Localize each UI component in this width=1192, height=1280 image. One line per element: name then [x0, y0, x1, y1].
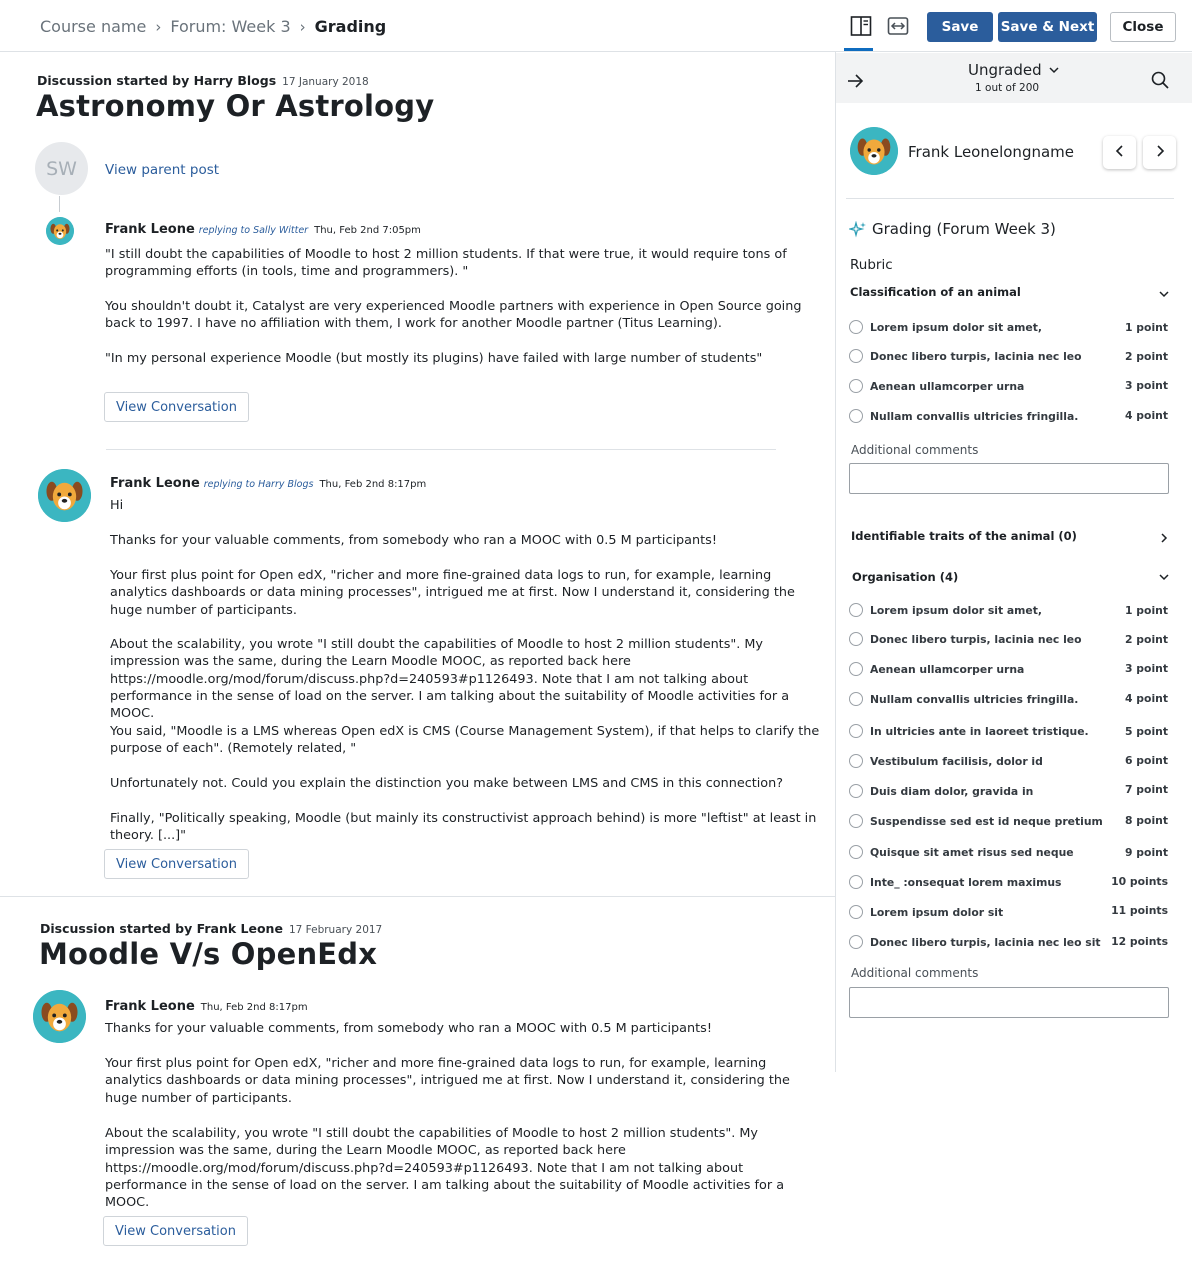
- reply-to-link[interactable]: replying to Sally Witter: [198, 225, 309, 236]
- rubric-option-radio[interactable]: [849, 632, 863, 646]
- rubric-option-label: Nullam convallis ultricies fringilla.: [870, 693, 1079, 706]
- view-conversation-button[interactable]: View Conversation: [103, 1216, 248, 1246]
- avatar: SW: [35, 142, 88, 195]
- rubric-option-label: In ultricies ante in laoreet tristique.: [870, 725, 1089, 738]
- discussion-meta: [37, 73, 369, 88]
- rubric-option-radio[interactable]: [849, 724, 863, 738]
- rubric-option-label: Donec libero turpis, lacinia nec leo sit: [870, 936, 1101, 949]
- rubric-label: Rubric: [850, 257, 893, 273]
- discussion-started-by: Discussion started by Frank Leone: [40, 921, 283, 936]
- rubric-option-label: Lorem ipsum dolor sit amet,: [870, 604, 1043, 617]
- chevron-right-icon: [1153, 143, 1167, 162]
- rubric-option-radio[interactable]: [849, 692, 863, 706]
- post-paragraph: About the scalability, you wrote "I still doubt the capabilities of Moodle to host 2 million students". My impression was the same, during the Learn Moodle MOOC, as reported back here https://moodle.org/mod/forum/discuss.php?d=240593#p1126493. Note that I am not talking about performance in the sense of load on the server. I am talking about the suitability of Moodle activities for a MOOC.: [105, 1126, 785, 1211]
- rubric-option-points: 2 point: [1125, 350, 1168, 363]
- post-paragraph: Your first plus point for Open edX, "richer and more fine-grained data logs to run, for example, learning analytics dashboards or data mining processes", intrigued me at first. Now I understand it, considering the huge number of participants.: [110, 568, 795, 618]
- post-author: [110, 476, 426, 491]
- post-paragraph: Thanks for your valuable comments, from somebody who ran a MOOC with 0.5 M participants!: [110, 533, 717, 548]
- chevron-left-icon: [1113, 143, 1127, 162]
- rubric-option-label: Aenean ullamcorper urna: [870, 663, 1025, 676]
- rubric-option-points: 4 point: [1125, 692, 1168, 705]
- discussion-date: 17 January 2018: [282, 76, 369, 88]
- rubric-option-radio[interactable]: [849, 875, 863, 889]
- breadcrumb: [40, 17, 386, 36]
- rubric-option-points: 3 point: [1125, 662, 1168, 675]
- rubric-option-points: 3 point: [1125, 379, 1168, 392]
- post-paragraph: You shouldn't doubt it, Catalyst are very experienced Moodle partners with experience in Open Source going back to 1997. I have no affiliation with them, I work for another Moodle partner (Titus Learning).: [105, 299, 802, 332]
- rubric-option-label: Donec libero turpis, lacinia nec leo: [870, 350, 1082, 363]
- rubric-option-label: Duis diam dolor, gravida in: [870, 785, 1034, 798]
- rubric-option-points: 7 point: [1125, 783, 1168, 796]
- collapse-panel-icon[interactable]: [849, 14, 875, 40]
- additional-comments-input[interactable]: [849, 463, 1169, 494]
- rubric-option-radio[interactable]: [849, 814, 863, 828]
- chevron-right-icon: ›: [299, 17, 306, 36]
- rubric-option-radio[interactable]: [849, 349, 863, 363]
- close-button[interactable]: Close: [1110, 12, 1176, 42]
- rubric-option-points: 9 point: [1125, 846, 1168, 859]
- rubric-option-label: Quisque sit amet risus sed neque: [870, 846, 1074, 859]
- rubric-option-label: Aenean ullamcorper urna: [870, 380, 1025, 393]
- rubric-option-radio[interactable]: [849, 603, 863, 617]
- search-icon[interactable]: [1150, 70, 1170, 90]
- criterion-header[interactable]: Identifiable traits of the animal (0): [851, 529, 1077, 543]
- rubric-option-points: 11 points: [1111, 904, 1168, 917]
- view-conversation-button[interactable]: View Conversation: [104, 849, 249, 879]
- additional-comments-input[interactable]: [849, 987, 1169, 1018]
- post-time: Thu, Feb 2nd 8:17pm: [200, 1002, 308, 1013]
- rubric-option-points: 1 point: [1125, 321, 1168, 334]
- rubric-option-label: Inte_ :onsequat lorem maximus: [870, 876, 1062, 889]
- reply-to-link[interactable]: replying to Harry Blogs: [203, 479, 314, 490]
- post-time: Thu, Feb 2nd 8:17pm: [319, 479, 427, 490]
- expand-width-icon[interactable]: [886, 14, 912, 40]
- rubric-option-radio[interactable]: [849, 320, 863, 334]
- rubric-option-radio[interactable]: [849, 935, 863, 949]
- divider: [846, 198, 1174, 199]
- arrow-right-icon[interactable]: [845, 71, 867, 91]
- rubric-option-label: Donec libero turpis, lacinia nec leo: [870, 633, 1082, 646]
- additional-comments-label: Additional comments: [851, 966, 979, 980]
- save-next-button[interactable]: Save & Next: [998, 12, 1097, 42]
- post-paragraph: Your first plus point for Open edX, "richer and more fine-grained data logs to run, for example, learning analytics dashboards or data mining processes", intrigued me at first. Now I understand it, considering the huge number of participants.: [105, 1056, 790, 1106]
- rubric-option-radio[interactable]: [849, 845, 863, 859]
- dog-avatar-icon: [850, 127, 898, 175]
- discussion-meta: [40, 921, 382, 936]
- discussion-title: Astronomy Or Astrology: [36, 89, 435, 123]
- dog-avatar-icon: [33, 990, 86, 1043]
- post-paragraph: Finally, "Politically speaking, Moodle (but mainly its constructivist approach behind) is more "leftist" at least in theory. [...]": [110, 811, 817, 844]
- discussion-started-by: Discussion started by Harry Blogs: [37, 73, 277, 88]
- post-time: Thu, Feb 2nd 7:05pm: [314, 225, 421, 236]
- sparkle-icon: [849, 221, 867, 239]
- status-label: Ungraded: [968, 61, 1042, 79]
- previous-user-button[interactable]: [1103, 136, 1136, 169]
- author-name[interactable]: Frank Leone: [105, 999, 195, 1014]
- rubric-option-points: 5 point: [1125, 725, 1168, 738]
- rubric-option-radio[interactable]: [849, 784, 863, 798]
- rubric-option-label: Lorem ipsum dolor sit: [870, 906, 1004, 919]
- criterion-header[interactable]: Organisation (4): [852, 570, 959, 584]
- next-user-button[interactable]: [1143, 136, 1176, 169]
- rubric-option-points: 1 point: [1125, 604, 1168, 617]
- rubric-option-label: Suspendisse sed est id neque pretium: [870, 815, 1103, 828]
- discussion-title: Moodle V/s OpenEdx: [39, 937, 378, 971]
- rubric-option-label: Nullam convallis ultricies fringilla.: [870, 410, 1079, 423]
- top-bar: [0, 0, 1192, 52]
- breadcrumb-forum[interactable]: Forum: Week 3: [170, 17, 291, 36]
- author-name[interactable]: Frank Leone: [110, 476, 200, 491]
- post-paragraph: Thanks for your valuable comments, from somebody who ran a MOOC with 0.5 M participants!: [105, 1021, 712, 1036]
- panel-divider: [835, 52, 836, 1072]
- user-count: 1 out of 200: [975, 82, 1040, 94]
- rubric-option-radio[interactable]: [849, 754, 863, 768]
- thread-line: [59, 196, 60, 212]
- post-paragraph: You said, "Moodle is a LMS whereas Open edX is CMS (Course Management System), if that helps to clarify the purpose of each". (Remotely related, ": [110, 724, 820, 757]
- rubric-option-label: Vestibulum facilisis, dolor id: [870, 755, 1043, 768]
- rubric-option-radio[interactable]: [849, 662, 863, 676]
- rubric-option-radio[interactable]: [849, 905, 863, 919]
- dog-avatar-icon: [46, 217, 74, 245]
- divider: [106, 449, 776, 450]
- post-author: [105, 999, 308, 1014]
- chevron-right-icon: ›: [155, 17, 162, 36]
- view-parent-post-link[interactable]: View parent post: [105, 162, 220, 178]
- post-paragraph: "In my personal experience Moodle (but mostly its plugins) have failed with large number of students": [105, 351, 763, 366]
- rubric-option-points: 10 points: [1111, 875, 1168, 888]
- status-filter[interactable]: [968, 61, 1060, 80]
- rubric-option-radio[interactable]: [849, 379, 863, 393]
- chevron-down-icon[interactable]: [1157, 569, 1171, 583]
- post-paragraph: "I still doubt the capabilities of Moodle to host 2 million students. If that were true, it would require tons of programming efforts (in tools, time and programmers). ": [105, 247, 787, 280]
- rubric-option-label: Lorem ipsum dolor sit amet,: [870, 321, 1043, 334]
- chevron-right-icon[interactable]: [1157, 530, 1171, 544]
- rubric-option-points: 6 point: [1125, 754, 1168, 767]
- grading-title: Grading (Forum Week 3): [872, 220, 1056, 238]
- post-paragraph: Hi: [110, 498, 124, 513]
- rubric-option-radio[interactable]: [849, 409, 863, 423]
- post-author: [105, 222, 421, 237]
- post-paragraph: About the scalability, you wrote "I still doubt the capabilities of Moodle to host 2 million students". My impression was the same, during the Learn Moodle MOOC, as reported back here https://moodle.org/mod/forum/discuss.php?d=240593#p1126493. Note that I am not talking about performance in the sense of load on the server. I am talking about the suitability of Moodle activities for a MOOC.: [110, 637, 790, 722]
- discussion-date: 17 February 2017: [288, 924, 383, 936]
- chevron-down-icon[interactable]: [1157, 286, 1171, 300]
- criterion-header[interactable]: Classification of an animal: [850, 285, 1021, 299]
- view-conversation-button[interactable]: View Conversation: [104, 392, 249, 422]
- chevron-down-icon: [1048, 62, 1060, 80]
- dog-avatar-icon: [38, 469, 91, 522]
- post-paragraph: Unfortunately not. Could you explain the distinction you make between LMS and CMS in this connection?: [110, 776, 784, 791]
- breadcrumb-current: Grading: [314, 17, 387, 36]
- section-divider: [0, 896, 835, 897]
- student-name: Frank Leonelongname: [908, 143, 1075, 161]
- rubric-option-points: 8 point: [1125, 814, 1168, 827]
- rubric-option-points: 2 point: [1125, 633, 1168, 646]
- additional-comments-label: Additional comments: [851, 443, 979, 457]
- author-name[interactable]: Frank Leone: [105, 222, 195, 237]
- breadcrumb-course[interactable]: Course name: [40, 17, 147, 36]
- rubric-option-points: 4 point: [1125, 409, 1168, 422]
- rubric-option-points: 12 points: [1111, 935, 1168, 948]
- save-button[interactable]: Save: [927, 12, 993, 42]
